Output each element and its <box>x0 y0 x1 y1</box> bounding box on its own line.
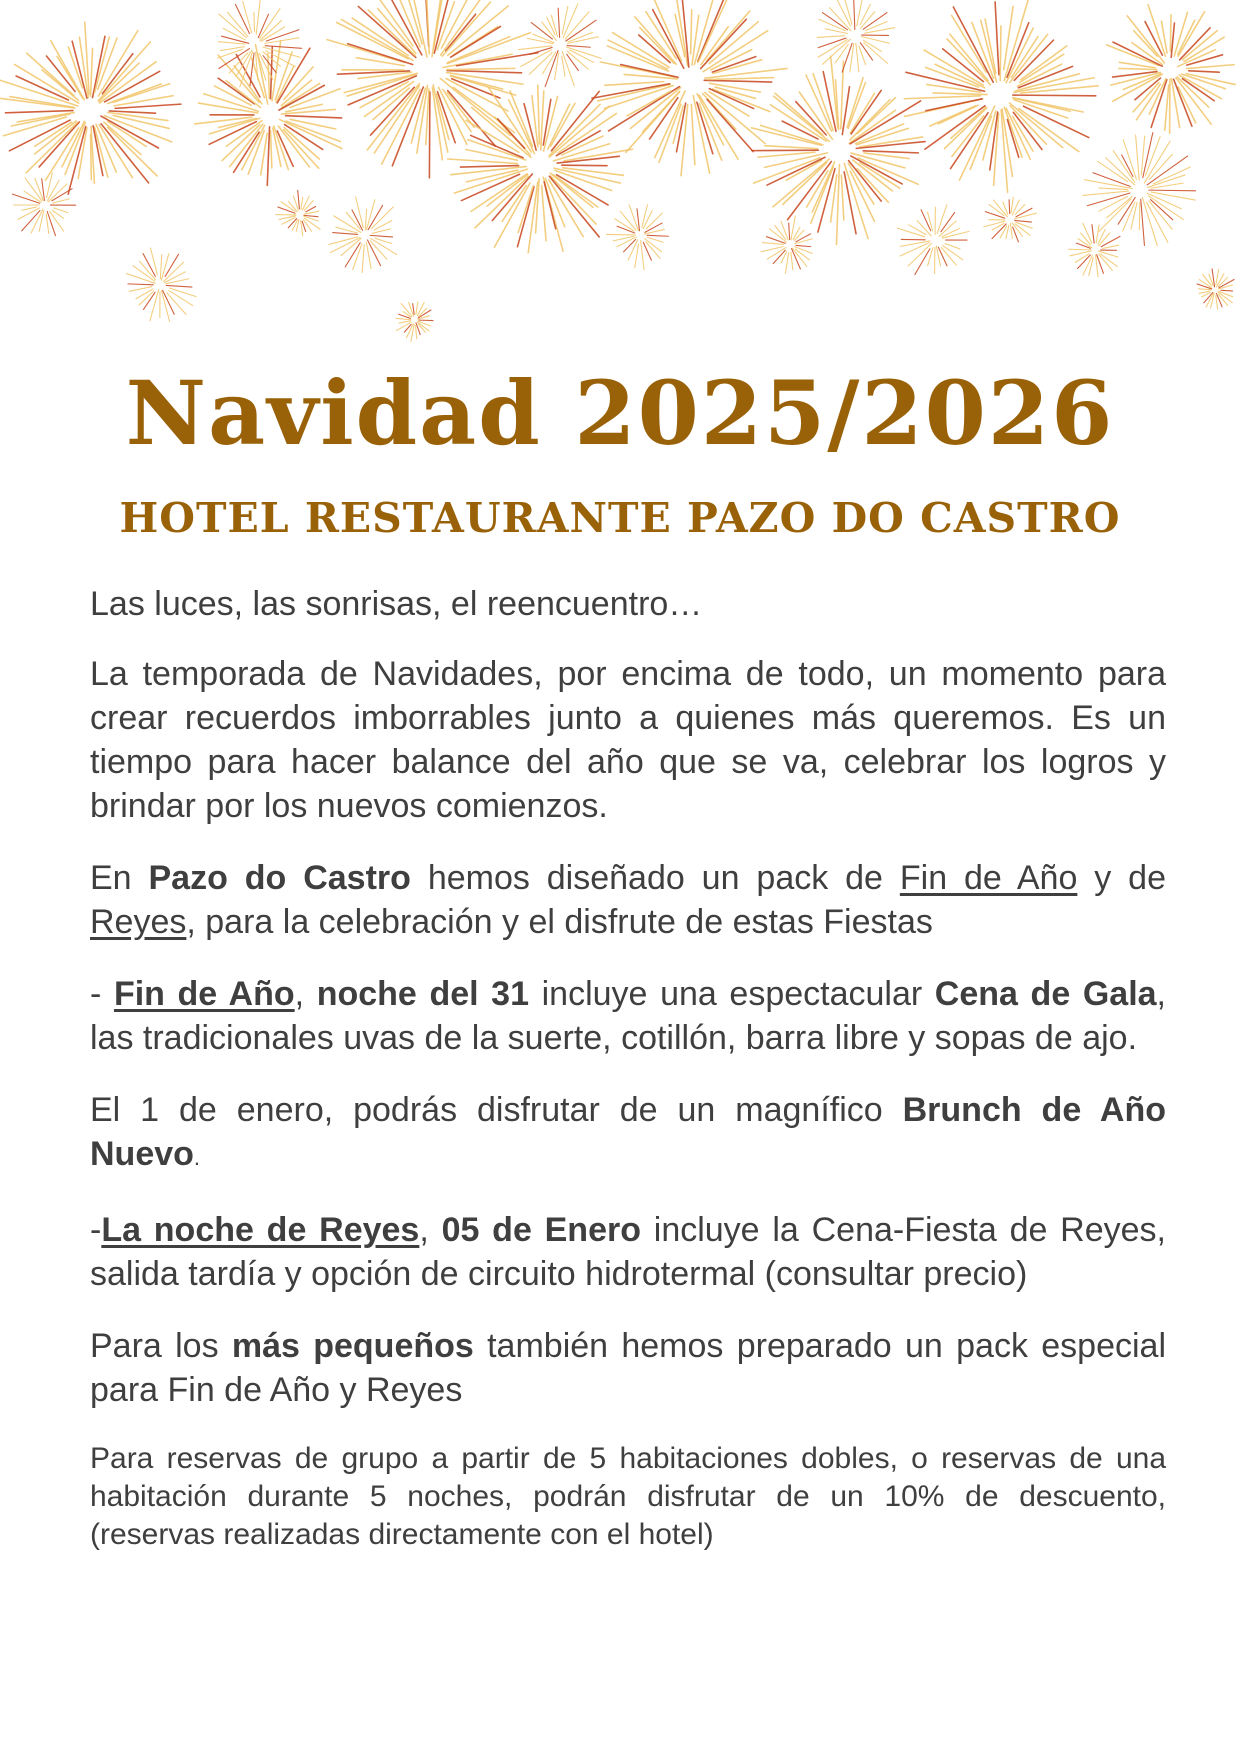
pack-paragraph: En Pazo do Castro hemos diseñado un pack de Fin de Año y de Reyes, para la celebración y el disfrute de estas Fiestas <box>90 859 1166 941</box>
firework-burst <box>218 0 302 87</box>
kids-paragraph: Para los más pequeños también hemos preparado un pack especial para Fin de Año y Reyes <box>90 1327 1166 1409</box>
firework-burst <box>761 216 812 273</box>
reyes-link-text: Reyes <box>90 903 187 941</box>
brunch-bold: Brunch de Año Nuevo <box>90 1091 1167 1173</box>
firework-burst <box>751 56 925 244</box>
firework-burst <box>904 0 1098 192</box>
firework-burst <box>519 4 601 87</box>
fin-de-ano-heading: Fin de Año <box>113 975 295 1013</box>
firework-burst <box>0 22 181 194</box>
firework-burst <box>984 197 1037 242</box>
kids-bold: más pequeños <box>231 1327 474 1365</box>
firework-burst <box>607 205 669 270</box>
firework-burst <box>897 205 969 275</box>
hotel-name-bold: Pazo do Castro <box>148 859 411 897</box>
noche-31-bold: noche del 31 <box>316 975 530 1013</box>
fin-de-ano-paragraph: - Fin de Año, noche del 31 incluye una espectacular Cena de Gala, las tradicionales uvas de la suerte, cotillón, barra libre y sopas de ajo. <box>90 975 1166 1057</box>
firework-burst <box>1068 223 1120 276</box>
intro-paragraph: Las luces, las sonrisas, el reencuentro… <box>90 585 703 623</box>
firework-burst <box>396 302 433 342</box>
reyes-paragraph: -La noche de Reyes, 05 de Enero incluye la Cena-Fiesta de Reyes, salida tardía y opción de circuito hidrotermal (consultar precio) <box>90 1211 1166 1293</box>
hotel-name: HOTEL RESTAURANTE PAZO DO CASTRO <box>119 494 1121 542</box>
firework-burst <box>127 248 197 321</box>
season-paragraph: La temporada de Navidades, por encima de todo, un momento para crear recuerdos imborrables junto a quienes más queremos. Es un tiempo para hacer balance del año que se va, celebrar los logros y brindar por los nuevos comienzos. <box>90 655 1166 825</box>
reyes-heading: La noche de Reyes <box>101 1211 420 1249</box>
cena-de-gala-bold: Cena de Gala <box>934 975 1157 1013</box>
enero-05-bold: 05 de Enero <box>441 1211 641 1249</box>
firework-burst <box>592 0 787 176</box>
firework-burst <box>13 173 76 236</box>
firework-burst <box>329 197 397 273</box>
fin-de-ano-link-text: Fin de Año <box>899 859 1078 897</box>
firework-burst <box>1083 133 1196 246</box>
firework-burst <box>448 85 633 252</box>
firework-burst <box>817 0 894 72</box>
firework-burst <box>1197 269 1234 309</box>
fireworks-decoration <box>0 0 1240 350</box>
firework-burst <box>1107 5 1236 134</box>
firework-burst <box>276 190 320 235</box>
groups-paragraph: Para reservas de grupo a partir de 5 habitaciones dobles, o reservas de una habitación durante 5 noches, podrán disfrutar de un 10% de descuento, (reservas realizadas directamente con el hotel) <box>90 1442 1166 1551</box>
document-body <box>90 582 1166 1554</box>
page-title: Navidad 2025/2026 <box>125 361 1115 465</box>
brunch-paragraph: El 1 de enero, podrás disfrutar de un magnífico Brunch de Año Nuevo. <box>90 1091 1167 1173</box>
